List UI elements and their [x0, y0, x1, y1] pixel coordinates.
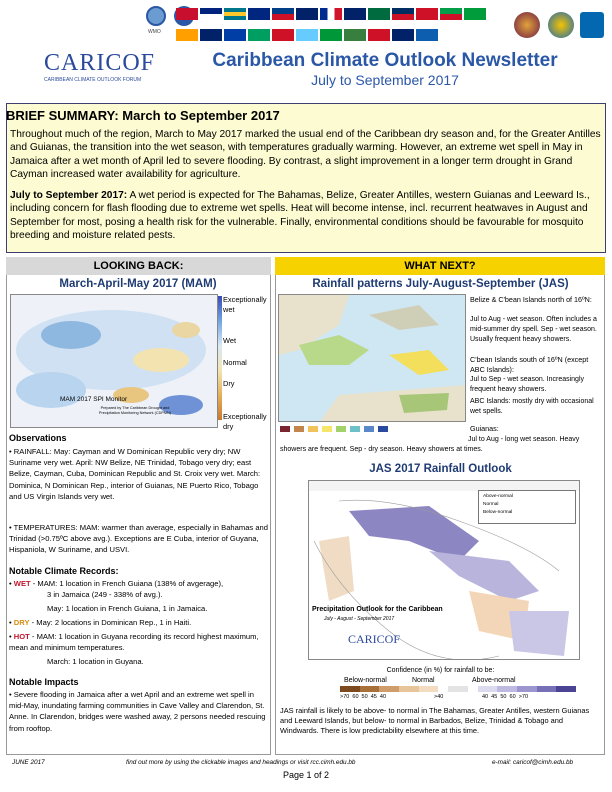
spi-legend-exceptionally-dry: Exceptionally dry	[223, 412, 267, 431]
outlook-legend-normal: Normal	[483, 502, 499, 507]
flag-icon[interactable]	[248, 29, 270, 41]
jas-outlook-title[interactable]: JAS 2017 Rainfall Outlook	[369, 463, 512, 475]
conf-swatch	[497, 686, 517, 692]
jas-patterns-title[interactable]: Rainfall patterns July-August-September (JAS)	[312, 278, 569, 290]
flag-icon[interactable]	[416, 8, 438, 20]
conf-swatch-gap	[468, 686, 478, 692]
hot-line-1: MAM: 1 location in Guyana recording its record highest maximum, mean and minimum temperatures.	[9, 632, 259, 653]
outlook-legend-below: Below-normal	[483, 510, 513, 515]
observation-rainfall: • RAINFALL: May: Cayman and W Dominican Republic very dry; NW Suriname very wet. April: NW Belize, NE Trinidad, Tobago very dry; east Belize, Cayman, Cuba, Dominican Republic and St. Croix very wet. March: Dominica, N Dominican Rep., interior of Guianas, NE Puerto Rico, Tobago and US Virgin Islands very wet.	[9, 447, 261, 501]
confidence-title: Confidence (in %) for rainfall to be:	[386, 667, 495, 674]
outlook-map-title: Precipitation Outlook for the Caribbean	[312, 606, 443, 613]
flag-icon[interactable]	[368, 8, 390, 20]
belize-heading: Belize & C'bean Islands north of 16ºN:	[470, 295, 592, 304]
confidence-below-ticks: >70 60 50 45 40	[340, 694, 387, 700]
record-hot: • HOT - MAM: 1 location in Guyana recording its record highest maximum, mean and minimum temperatures.	[9, 632, 259, 653]
wmo-logo[interactable]	[146, 6, 166, 26]
flag-icon[interactable]	[320, 8, 342, 20]
flag-icon[interactable]	[224, 8, 246, 20]
confidence-above-label: Above-normal	[472, 677, 516, 684]
rainfall-map-legend	[280, 426, 466, 434]
impacts-heading: Notable Impacts	[9, 677, 79, 687]
rainfall-label: RAINFALL:	[13, 447, 52, 456]
wet-line-1: MAM: 1 location in French Guiana (138% of avgerage),	[37, 579, 224, 588]
conf-swatch	[419, 686, 439, 692]
caricof-logo-word: CARICOF	[44, 50, 156, 76]
undp-logo[interactable]	[580, 12, 604, 38]
confidence-above-ticks: 40 45 50 60 >70	[482, 694, 529, 700]
legend-swatch	[308, 426, 318, 432]
conf-swatch	[399, 686, 419, 692]
cimh-logo[interactable]	[514, 12, 540, 38]
outlook-map-subtitle: July - August - September 2017	[324, 616, 395, 622]
observation-temperatures: • TEMPERATURES: MAM: warmer than average, especially in Bahamas and Trinidad (>0.75ºC above avg.). Exceptions are E Cuba, interior of Guyana, Hispaniola, W Suriname, and USVI.	[9, 523, 268, 555]
rainfall-text: May: Cayman and W Dominican Republic very dry; NW Suriname very wet. April: NW Belize, NE Trinidad, Tobago very dry; east Belize, Cayman, Cuba, Dominican Republic and St. Croix very wet. March: Dominica, N Dominican Rep., interior of Guianas, NE Puerto Rico, Tobago and US Virgin Islands very wet.	[9, 447, 261, 501]
flag-icon[interactable]	[392, 29, 414, 41]
dry-tag: DRY	[13, 618, 30, 627]
guianas-heading: Guianas:	[470, 424, 499, 433]
guianas-body: Jul to Aug - long wet season. Heavy showers are frequent. Sep - dry season. Heavy showers at times.	[280, 436, 580, 453]
outlook-map-logo: CARICOF	[348, 632, 401, 646]
record-dry: • DRY - May: 2 locations in Dominican Rep., 1 in Haiti.	[9, 618, 192, 627]
conf-swatch	[379, 686, 399, 692]
caricof-logo[interactable]	[44, 50, 204, 90]
confidence-below-label: Below-normal	[344, 677, 387, 684]
record-wet-2: 3 in Jamaica (249 - 338% of avg.).	[47, 590, 163, 599]
flag-icon[interactable]	[440, 8, 462, 20]
flag-icon[interactable]	[344, 8, 366, 20]
wet-tag: WET	[13, 579, 31, 588]
footer-date: JUNE 2017	[12, 759, 45, 766]
spi-legend-wet: Wet	[223, 336, 237, 345]
legend-swatch	[322, 426, 332, 432]
organization-logos	[514, 12, 606, 38]
caribbean-flags	[176, 8, 508, 48]
impacts-text: • Severe flooding in Jamaica after a wet April and an extreme wet spell in mid-May, inundating farming communities in Cave Valley and Clarendon, St. Anne. In Clarendon, bridges were washed away, 2 persons needed rescuing from rooftop.	[9, 690, 266, 733]
south-heading: C'bean Islands south of 16ºN (except ABC Islands):	[470, 355, 589, 374]
outlook-summary-text: JAS rainfall is likely to be above- to normal in The Bahamas, Greater Antilles, western Guianas and Leeward Islands, but below- to normal in Barbados, Belize, Trinidad & Tobago and Windwards. There is low predictability elsewhere at this time.	[280, 706, 590, 735]
flag-icon[interactable]	[272, 29, 294, 41]
summary-paragraph: Throughout much of the region, March to May 2017 marked the usual end of the Caribbean dry season and, for the Greater Antilles and Guianas, the transition into the wet season, with temperatures gradually warming. However, an extreme wet spell in May in Jamaica after a wet month of April led to severe flooding. By contrast, a slight improvement in a longer term drought in Grand Cayman increased water availability for agriculture.	[10, 129, 601, 181]
flag-icon[interactable]	[272, 8, 294, 20]
flag-icon[interactable]	[200, 29, 222, 41]
conf-swatch	[478, 686, 498, 692]
legend-swatch	[350, 426, 360, 432]
rainfall-patterns-map[interactable]	[278, 294, 466, 422]
mam-map-title[interactable]: March-April-May 2017 (MAM)	[59, 278, 217, 290]
spi-legend-dry: Dry	[223, 379, 235, 388]
rainfall-patterns-graphic	[279, 295, 466, 422]
conf-swatch	[340, 686, 360, 692]
confidence-bar	[340, 686, 576, 692]
legend-swatch	[364, 426, 374, 432]
temperatures-label: TEMPERATURES:	[13, 523, 78, 532]
conf-swatch	[360, 686, 380, 692]
legend-swatch	[378, 426, 388, 432]
dry-line-1: May: 2 locations in Dominican Rep., 1 in Haiti.	[36, 618, 192, 627]
conf-swatch	[517, 686, 537, 692]
newsletter-subtitle: July to September 2017	[311, 72, 459, 88]
south-text: Jul to Sep - wet season. Increasingly frequent heavy showers.	[470, 376, 585, 393]
conf-swatch-gap	[438, 686, 448, 692]
page-number: Page 1 of 2	[282, 770, 330, 780]
abc-text: ABC Islands: mostly dry with occasional wet spells.	[470, 398, 594, 415]
observations-heading: Observations	[9, 433, 67, 443]
spi-map-caption: MAM 2017 SPI Monitor	[60, 396, 128, 403]
record-wet: • WET - MAM: 1 location in French Guiana (138% of avgerage),	[9, 579, 224, 588]
footer-more-info[interactable]: find out more by using the clickable images and headings or visit rcc.cimh.edu.bb	[126, 759, 356, 766]
spi-legend-normal: Normal	[223, 358, 247, 367]
summary-outlook-text: A wet period is expected for The Bahamas, Belize, Greater Antilles, western Guianas and Leeward Is., including concern for flash flooding due to extreme wet spells. Heat will become intense, incl. recurrent heatwaves in August and September for most, posing a health risk for the vulnerable. Finally, environmental conditions should be favourable for mosquito breeding and moisture related pests.	[10, 190, 590, 242]
newsletter-title: Caribbean Climate Outlook Newsletter	[212, 50, 558, 71]
legend-swatch	[336, 426, 346, 432]
conf-swatch	[448, 686, 468, 692]
conf-swatch	[537, 686, 557, 692]
flag-icon[interactable]	[296, 8, 318, 20]
spi-legend-bar	[218, 296, 222, 420]
spi-map-credit: Prepared by The Caribbean Drought and Precipitation Monitoring Network (CDPMN)	[98, 406, 172, 415]
caricom-logo[interactable]	[548, 12, 574, 38]
records-heading: Notable Climate Records:	[9, 566, 119, 576]
caricof-logo-subtitle: CARIBBEAN CLIMATE OUTLOOK FORUM	[44, 77, 142, 83]
flag-icon[interactable]	[176, 8, 198, 20]
wmo-label: WMO	[148, 29, 161, 35]
flag-icon[interactable]	[464, 8, 486, 20]
legend-swatch	[280, 426, 290, 432]
flag-icon[interactable]	[344, 29, 366, 41]
spi-legend-exceptionally-wet: Exceptionally wet	[223, 295, 267, 314]
outlook-legend	[478, 490, 576, 524]
summary-outlook-lead: July to September 2017:	[10, 190, 128, 201]
belize-text: Jul to Aug - wet season. Often includes a mid-summer dry spell. Sep - wet season. Usually frequent heavy showers.	[470, 316, 597, 343]
flag-icon[interactable]	[392, 8, 414, 20]
flag-icon[interactable]	[320, 29, 342, 41]
summary-heading: BRIEF SUMMARY: March to September 2017	[6, 108, 280, 123]
flag-icon[interactable]	[368, 29, 390, 41]
conf-swatch	[556, 686, 576, 692]
flag-icon[interactable]	[296, 29, 318, 41]
flag-icon[interactable]	[416, 29, 438, 41]
what-next-header: WHAT NEXT?	[275, 257, 605, 275]
flag-icon[interactable]	[200, 8, 222, 20]
confidence-normal-tick: >40	[434, 694, 444, 700]
legend-swatch	[294, 426, 304, 432]
footer-email[interactable]: e-mail: caricof@cimh.edu.bb	[492, 759, 574, 766]
guianas-text	[280, 435, 602, 455]
outlook-legend-above: Above-normal	[483, 494, 513, 499]
hot-tag: HOT	[13, 632, 30, 641]
confidence-normal-label: Normal	[412, 677, 435, 684]
flag-icon[interactable]	[224, 29, 246, 41]
impacts-body: Severe flooding in Jamaica after a wet April and an extreme wet spell in mid-May, inundating farming communities in Cave Valley and Clarendon, St. Anne. In Clarendon, bridges were washed away, 2 persons needed rescuing from rooftop.	[9, 690, 266, 733]
temperatures-text: MAM: warmer than average, especially in Bahamas and Trinidad (>0.75ºC above avg.). Exceptions are E Cuba, interior of Guyana, Hispaniola, W Suriname, and USVI.	[9, 523, 268, 555]
flag-icon[interactable]	[248, 8, 270, 20]
looking-back-header: LOOKING BACK:	[6, 257, 271, 275]
summary-outlook-paragraph	[10, 189, 604, 243]
record-wet-3: May: 1 location in French Guiana, 1 in Jamaica.	[47, 604, 208, 613]
flag-icon[interactable]	[176, 29, 198, 41]
record-hot-2: March: 1 location in Guyana.	[47, 657, 144, 666]
